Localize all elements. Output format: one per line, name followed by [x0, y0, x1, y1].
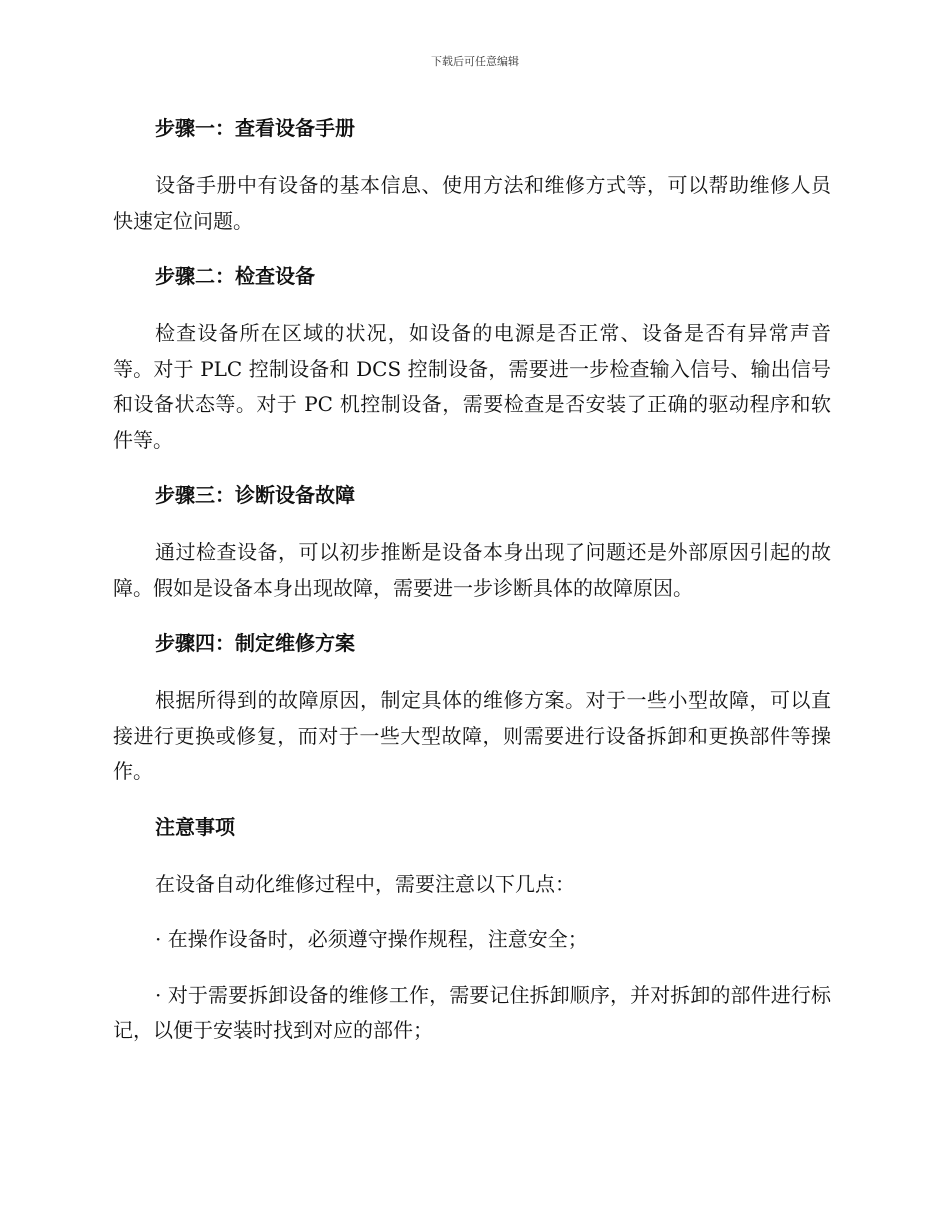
bullet-item: · 在操作设备时，必须遵守操作规程，注意安全；: [155, 927, 588, 951]
section-heading-step-1: 步骤一：查看设备手册: [155, 116, 355, 140]
document-body: [113, 111, 831, 1069]
paragraph: 在设备自动化维修过程中，需要注意以下几点：: [155, 871, 575, 896]
paragraph: 根据所得到的故障原因，制定具体的维修方案。对于一些小型故障，可以直接进行更换或修复，而对于一些大型故障，则需要进行设备拆卸和更换部件等操作。: [113, 688, 831, 783]
paragraph: 检查设备所在区域的状况，如设备的电源是否正常、设备是否有异常声音等。对于 PLC 控制设备和 DCS 控制设备，需要进一步检查输入信号、输出信号和设备状态等。对于 PC 机控制设备，需要检查是否安装了正确的驱动程序和软件等。: [113, 321, 831, 452]
paragraph: 通过检查设备，可以初步推断是设备本身出现了问题还是外部原因引起的故障。假如是设备本身出现故障，需要进一步诊断具体的故障原因。: [113, 540, 831, 600]
section-heading-step-4: 步骤四：制定维修方案: [155, 631, 355, 655]
section-heading-step-3: 步骤三：诊断设备故障: [155, 483, 355, 507]
page-header: 下载后可任意编辑: [431, 55, 519, 68]
bullet-item: · 对于需要拆卸设备的维修工作，需要记住拆卸顺序，并对拆卸的部件进行标记，以便于安装时找到对应的部件；: [113, 982, 831, 1042]
section-heading-notes: 注意事项: [155, 814, 235, 839]
paragraph: 设备手册中有设备的基本信息、使用方法和维修方式等，可以帮助维修人员快速定位问题。: [113, 173, 831, 233]
section-heading-step-2: 步骤二：检查设备: [155, 264, 315, 288]
